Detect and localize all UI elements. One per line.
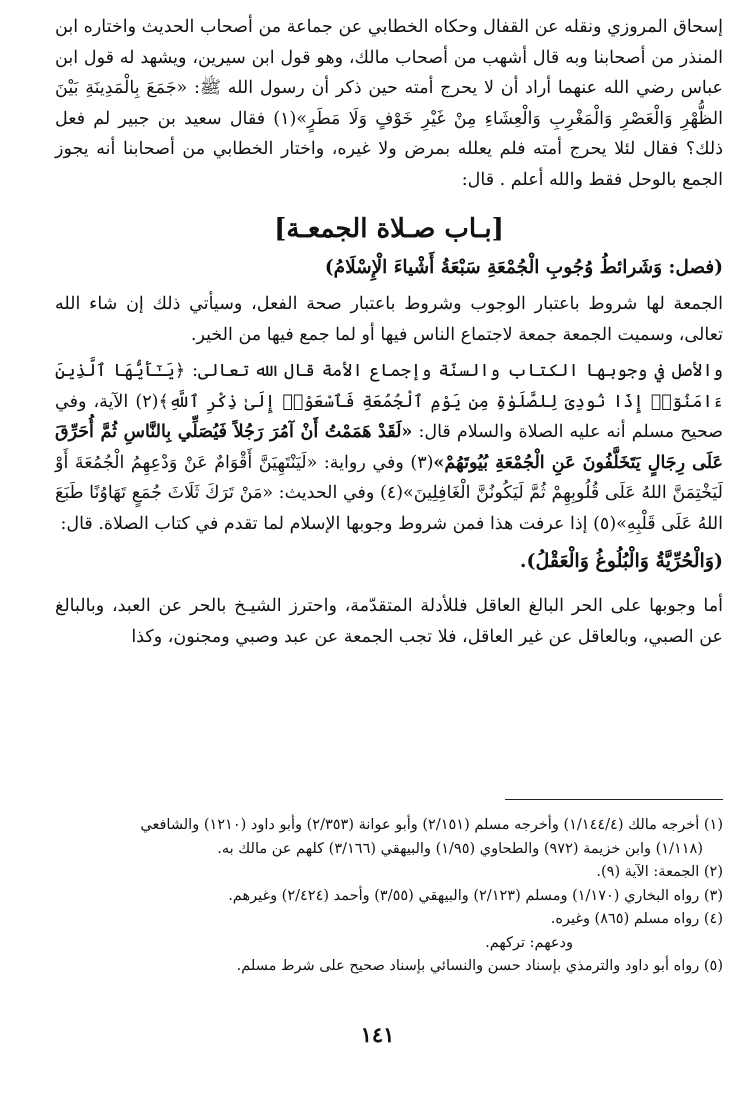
- footnote-line: (٢) الجمعة: الآية (٩).: [596, 864, 723, 880]
- page-number: ١٤١: [360, 1022, 395, 1047]
- evidence-text-2: (٣) وفي رواية: «لَيَنْتَهِيَنَّ أَقْوَامٌ عَنْ وَدْعِهِمُ الْجُمُعَةَ أَوْ لَيَخْتِمَنَّ اللهُ عَلَى قُلُوبِهِمْ ثُمَّ لَيَكُونُنَّ الْغَافِلِينَ»(٤) وفي الحديث: «مَنْ تَرَكَ ثَلَاثَ جُمَعٍ تَهَاوُنًا طَبَعَ اللهُ عَلَى قَلْبِهِ»(٥) إذا عرفت هذا فمن شروط وجوبها الإسلام لما تقدم في كتاب الصلاة. قال:: [55, 452, 723, 534]
- footnote-line: (١) أخرجه مالك (١/١٤٤/٤) وأخرجه مسلم (٢/١٥١) وأبو عوانة (٢/٣٥٣) وأبو داود (١٢١٠) والشافعي: [140, 817, 723, 833]
- footnote-line: (٤) رواه مسلم (٨٦٥) وغيره.: [550, 911, 723, 927]
- chapter-heading: [بـاب صـلاة الجمعـة]: [274, 214, 504, 244]
- footnote-line: ودعهم: تركهم.: [485, 934, 573, 951]
- footnote-line: (٥) رواه أبو داود والترمذي بإسناد حسن والنسائي بإسناد صحيح على شرط مسلم.: [236, 958, 723, 974]
- evidence-paragraph: [55, 356, 723, 539]
- hadith-quote: «لَقَدْ هَمَمْتُ أَنْ آمُرَ رَجُلاً فَيُصَلِّي بِالنَّاسِ ثُمَّ أُحَرِّقَ عَلَى رِجَالٍ يَتَخَلَّفُونَ عَنِ الْجُمْعَةِ بُيُوتَهُمْ»: [55, 422, 723, 473]
- page-body: [55, 12, 723, 652]
- evidence-text-1: والأصل في وجوبها الكتاب والسنّة وإجماع الأمة قال الله تعالى: ﴿يَـٰٓأَيُّهَا ٱلَّذِينَ ءَامَنُوٓا۟ إِذَا نُودِىَ لِلصَّلَوٰةِ مِن يَوْمِ ٱلْجُمُعَةِ فَٱسْعَوْا۟ إِلَىٰ ذِكْرِ ٱللَّهِ﴾(٢) الآية، وفي صحيح مسلم أنه عليه الصلاة والسلام قال:: [55, 361, 723, 442]
- footnote-divider: [505, 799, 723, 800]
- conditions-subheading: (وَالْحُرِّيَّةُ وَالْبُلُوغُ وَالْعَقْلُ).: [519, 550, 723, 572]
- final-paragraph: أما وجوبها على الحر البالغ العاقل فللأدلة المتقدّمة، واحترز الشيـخ بالحر عن العبد، وبالبالغ عن الصبي، وبالعاقل عن غير العاقل، فلا تجب الجمعة عن عبد وصبي ومجنون، وكذا: [55, 596, 723, 647]
- fasl-heading: (فصل: وَشَرائطُ وُجُوبِ الْجُمْعَةِ سَبْعَةُ أَشْياءَ الْإِسْلَامُ): [324, 257, 723, 278]
- footnote-line: (٣) رواه البخاري (١/١٧٠) ومسلم (٢/١٢٣) والبيهقي (٣/٥٥) وأحمد (٢/٤٢٤) وغيرهم.: [228, 887, 723, 904]
- footnote-line: (١/١١٨) وابن خزيمة (٩٧٢) والطحاوي (١/٩٥) والبيهقي (٣/١٦٦) كلهم عن مالك به.: [217, 840, 703, 857]
- intro-paragraph: إسحاق المروزي ونقله عن القفال وحكاه الخطابي عن جماعة من أصحاب الحديث واختاره ابن المنذر من أصحابنا وبه قال أشهب من أصحاب مالك، وهو قول ابن سيرين، ويشهد له قول ابن عباس رضي الله عنهما أراد أن لا يحرج أمته حين ذكر أن رسول الله ﷺ: «جَمَعَ بِالْمَدِينَةِ بَيْنَ الظُّهْرِ وَالْعَصْرِ وَالْمَغْرِبِ وَالْعِشَاءِ مِنْ غَيْرِ خَوْفٍ وَلَا مَطَرٍ»(١) فقال سعيد بن جبير لم فعل ذلك؟ فقال لئلا يحرج أمته فلم يعلله بمرض ولا غيره، واختار الخطابي من أصحابنا أنه يجوز الجمع بالوحل فقط والله أعلم . قال:: [55, 17, 723, 190]
- definition-paragraph: الجمعة لها شروط باعتبار الوجوب وشروط باعتبار صحة الفعل، وسيأتي ذلك إن شاء الله تعالى، وسميت الجمعة جمعة لاجتماع الناس فيها أو لما جمع فيها من الخير.: [55, 294, 723, 345]
- footnotes: [55, 814, 723, 979]
